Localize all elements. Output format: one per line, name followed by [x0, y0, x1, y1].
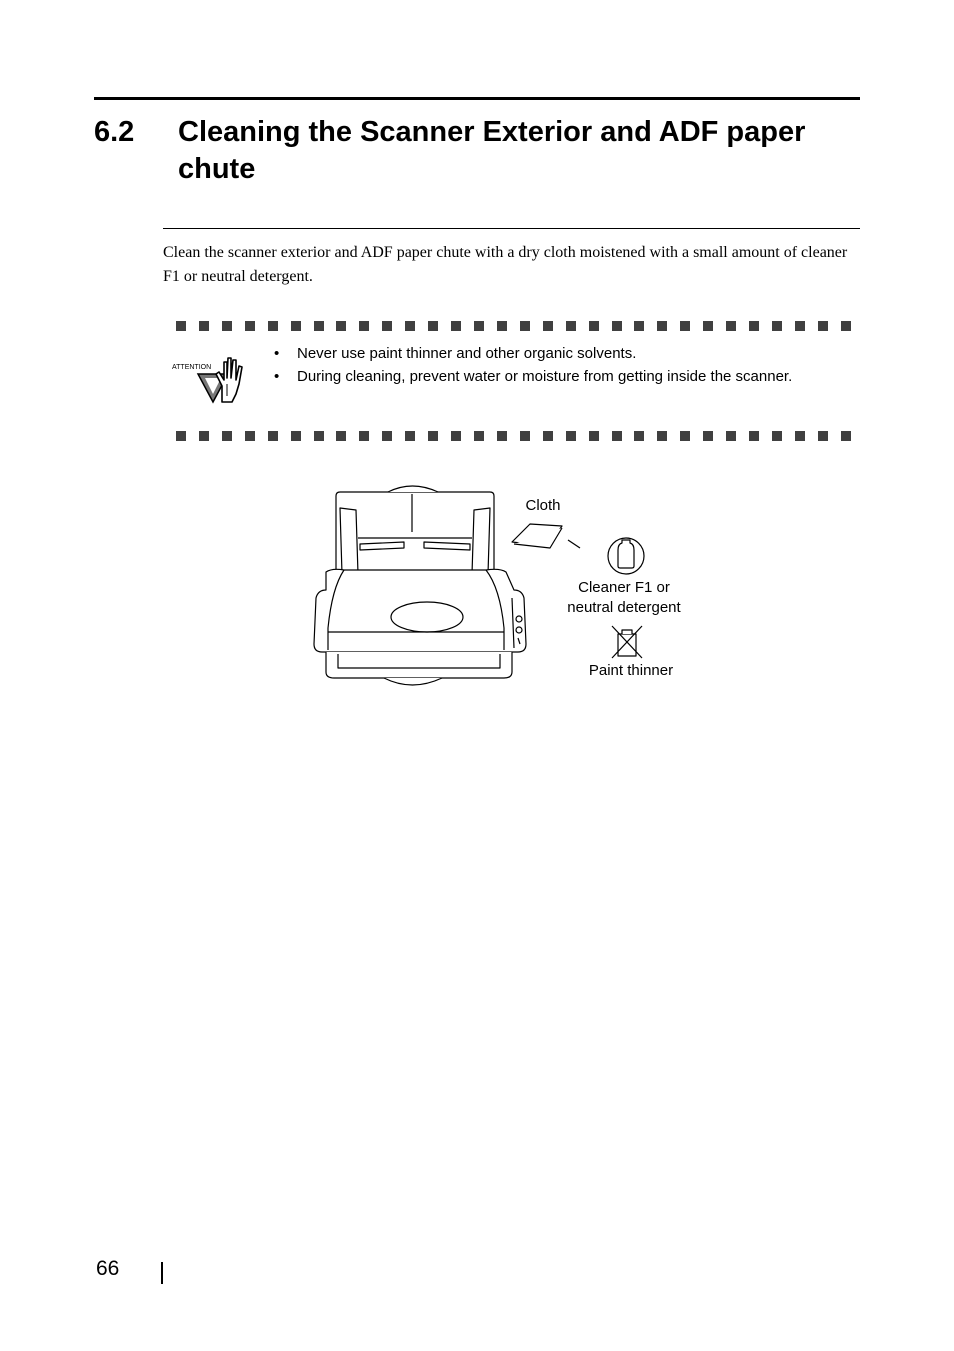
border-dash: [474, 431, 484, 441]
border-dash: [451, 431, 461, 441]
border-dash: [749, 321, 759, 331]
border-dash: [841, 431, 851, 441]
border-dash: [336, 321, 346, 331]
border-dash: [176, 321, 186, 331]
border-dash: [589, 431, 599, 441]
attention-item: • During cleaning, prevent water or moisture from getting inside the scanner.: [274, 365, 854, 388]
border-dash: [359, 431, 369, 441]
border-dash: [772, 321, 782, 331]
border-dash: [176, 431, 186, 441]
border-dash: [818, 431, 828, 441]
border-dash: [612, 431, 622, 441]
border-dash: [405, 321, 415, 331]
border-dash: [428, 431, 438, 441]
border-dash: [634, 431, 644, 441]
attention-item: • Never use paint thinner and other organic solvents.: [274, 342, 854, 365]
border-dash: [657, 321, 667, 331]
border-dash: [314, 431, 324, 441]
attention-bottom-border: [176, 431, 851, 441]
border-dash: [703, 431, 713, 441]
border-dash: [199, 321, 209, 331]
border-dash: [841, 321, 851, 331]
border-dash: [749, 431, 759, 441]
border-dash: [199, 431, 209, 441]
border-dash: [474, 321, 484, 331]
cloth-label: Cloth: [525, 497, 561, 514]
border-dash: [818, 321, 828, 331]
border-dash: [314, 321, 324, 331]
page-number-divider: [161, 1262, 163, 1284]
border-dash: [795, 431, 805, 441]
border-dash: [680, 431, 690, 441]
border-dash: [222, 431, 232, 441]
cleaning-figure: [300, 478, 720, 698]
page-number: 66: [96, 1257, 120, 1280]
top-rule: [94, 97, 860, 100]
border-dash: [726, 321, 736, 331]
border-dash: [566, 321, 576, 331]
border-dash: [543, 431, 553, 441]
border-dash: [291, 321, 301, 331]
border-dash: [497, 431, 507, 441]
paint-thinner-label: Paint thinner: [588, 662, 674, 679]
border-dash: [497, 321, 507, 331]
attention-icon: [170, 352, 252, 408]
attention-icon-label: ATTENTION: [172, 364, 212, 371]
heading-divider: [163, 228, 860, 229]
attention-list: [274, 342, 854, 388]
border-dash: [520, 321, 530, 331]
section-title: Cleaning the Scanner Exterior and ADF paper chute: [178, 116, 806, 185]
border-dash: [451, 321, 461, 331]
border-dash: [428, 321, 438, 331]
border-dash: [382, 321, 392, 331]
border-dash: [726, 431, 736, 441]
attention-top-border: [176, 321, 851, 331]
border-dash: [589, 321, 599, 331]
border-dash: [703, 321, 713, 331]
border-dash: [382, 431, 392, 441]
border-dash: [405, 431, 415, 441]
cleaner-label-line2: neutral detergent: [567, 599, 681, 616]
border-dash: [566, 431, 576, 441]
section-number: 6.2: [94, 116, 135, 148]
border-dash: [336, 431, 346, 441]
border-dash: [772, 431, 782, 441]
border-dash: [612, 321, 622, 331]
border-dash: [222, 321, 232, 331]
border-dash: [680, 321, 690, 331]
border-dash: [795, 321, 805, 331]
intro-paragraph: Clean the scanner exterior and ADF paper chute with a dry cloth moistened with a small amount of cleaner F1 or neutral detergent.: [163, 244, 848, 285]
border-dash: [634, 321, 644, 331]
border-dash: [268, 431, 278, 441]
border-dash: [268, 321, 278, 331]
border-dash: [543, 321, 553, 331]
cleaner-label-line1: Cleaner F1 or: [578, 579, 670, 596]
border-dash: [359, 321, 369, 331]
border-dash: [291, 431, 301, 441]
border-dash: [657, 431, 667, 441]
border-dash: [520, 431, 530, 441]
border-dash: [245, 431, 255, 441]
border-dash: [245, 321, 255, 331]
